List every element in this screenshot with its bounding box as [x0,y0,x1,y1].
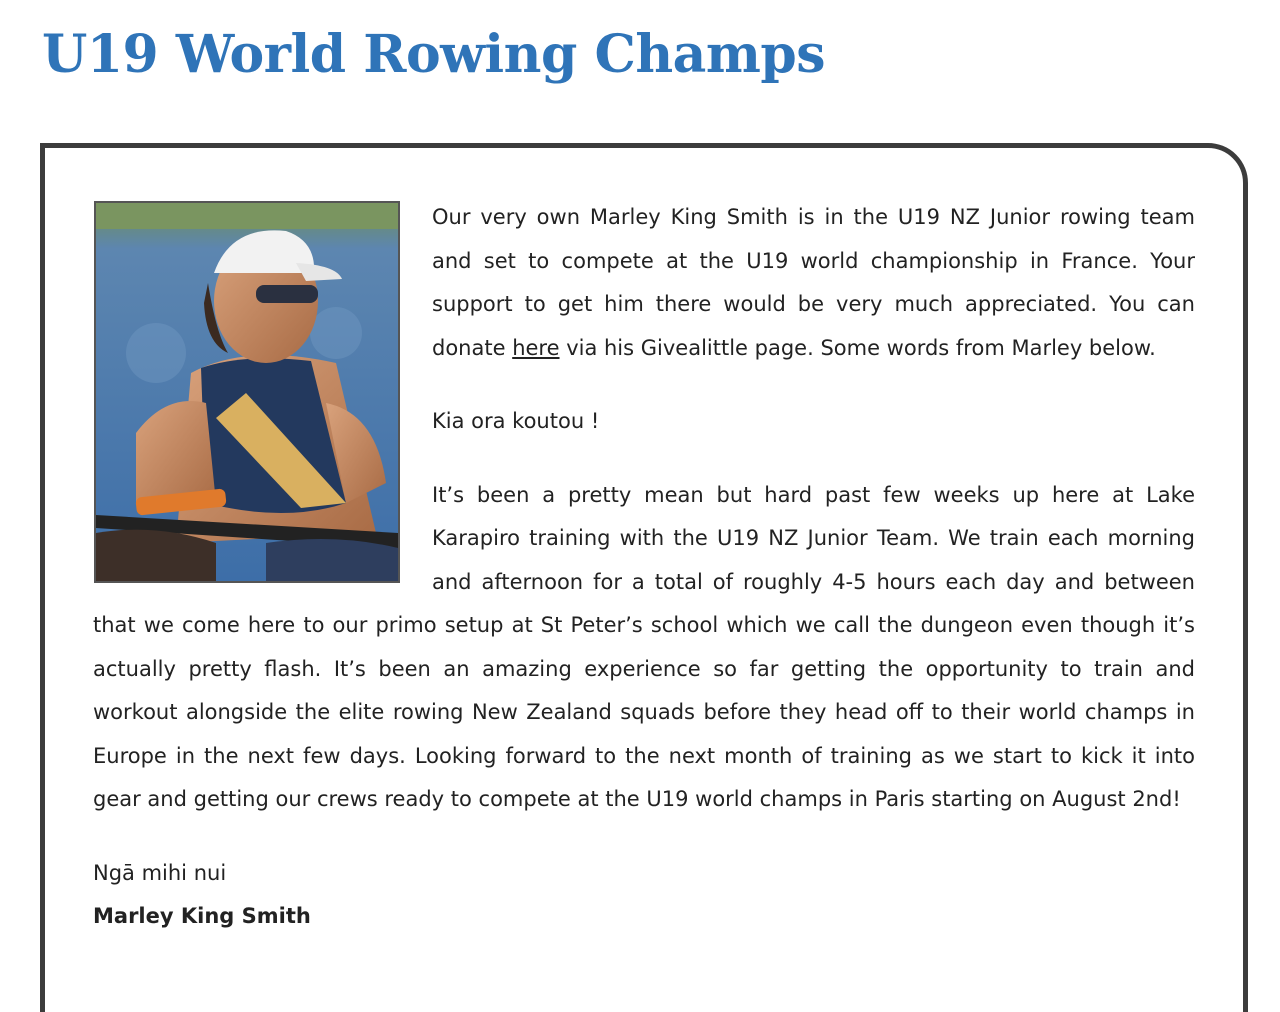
article-body [93,196,1195,939]
intro-text-after-link: via his Givealittle page. Some words from Marley below. [559,335,1156,360]
signature-name: Marley King Smith [93,904,311,928]
donate-link[interactable]: here [512,335,560,360]
body-paragraph: It’s been a pretty mean but hard past few weeks up here at Lake Karapiro training with the U19 NZ Junior Team. We train each morning and afternoon for a total of roughly 4-5 hours each day and between that we come here to our primo setup at St Peter’s school which we call the dungeon even though it’s actually pretty flash. It’s been an amazing experience so far getting the opportunity to train and workout alongside the elite rowing New Zealand squads before they head off to their world champs in Europe in the next few days. Looking forward to the next month of training as we start to kick it into gear and getting our crews ready to compete at the U19 world champs in Paris starting on August 2nd! [93,482,1195,811]
page-title: U19 World Rowing Champs [42,24,825,85]
signoff: Ngā mihi nui [93,860,227,885]
article-card [40,143,1248,1012]
intro-text-before-link: Our very own Marley King Smith is in the U19 NZ Junior rowing team and set to compete at the U19 world championship in France. Your support to get him there would be very much appreciated. You can donate [432,205,1195,360]
greeting-paragraph: Kia ora koutou ! [432,409,600,433]
rower-photo [94,201,400,583]
